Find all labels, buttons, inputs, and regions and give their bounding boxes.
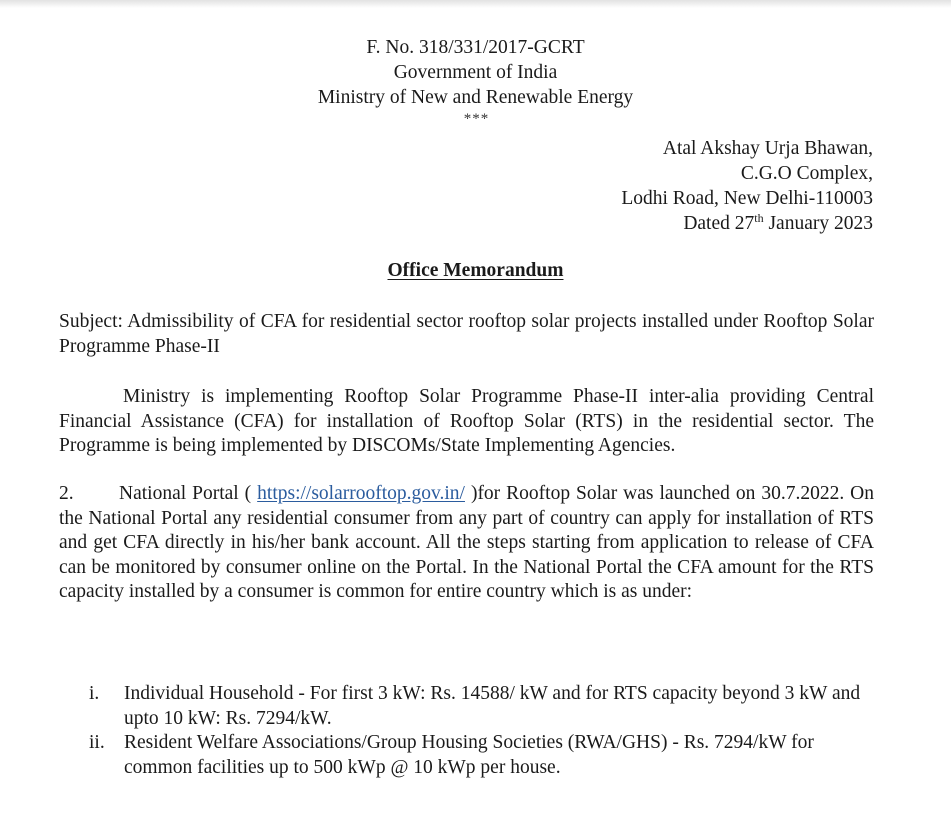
cfa-rates-list	[59, 682, 874, 780]
document-header	[0, 35, 951, 128]
date-ordinal-suffix: th	[754, 211, 764, 225]
paragraph-number: 2.	[59, 483, 74, 504]
national-portal-link[interactable]: https://solarrooftop.gov.in/	[257, 483, 465, 504]
date-suffix: January 2023	[763, 213, 873, 234]
paragraph-2	[59, 482, 874, 605]
page-top-shadow	[0, 0, 951, 8]
file-number: F. No. 318/331/2017-GCRT	[366, 37, 585, 58]
list-marker: i.	[89, 683, 100, 704]
paragraph-2-text-before-link: National Portal (	[119, 483, 258, 504]
memo-title: Office Memorandum	[387, 260, 564, 281]
document-date	[621, 211, 873, 236]
list-item	[59, 682, 874, 731]
address-line-1: Atal Akshay Urja Bhawan,	[662, 138, 873, 159]
list-item	[59, 731, 874, 780]
subject-line: Subject: Admissibility of CFA for residential sector rooftop solar projects installed under Rooftop Solar Programme Phase-II	[59, 311, 874, 357]
address-line-2: C.G.O Complex,	[740, 163, 873, 184]
list-item-text: Resident Welfare Associations/Group Housing Societies (RWA/GHS) - Rs. 7294/kW for common facilities up to 500 kWp @ 10 kWp per house.	[124, 732, 814, 778]
government-name: Government of India	[393, 62, 558, 83]
header-separator: ***	[463, 111, 490, 127]
ministry-name: Ministry of New and Renewable Energy	[317, 87, 634, 108]
list-marker: ii.	[89, 732, 105, 753]
date-prefix: Dated 27	[683, 213, 755, 234]
list-item-text: Individual Household - For first 3 kW: Rs. 14588/ kW and for RTS capacity beyond 3 kW and upto 10 kW: Rs. 7294/kW.	[124, 683, 861, 729]
paragraph-1: Ministry is implementing Rooftop Solar Programme Phase-II inter-alia providing Central Financial Assistance (CFA) for installation of Rooftop Solar (RTS) in the residential sector. The Programme is being implemented by DISCOMs/State Implementing Agencies.	[59, 386, 874, 456]
paragraph-2-text-after-link: )for Rooftop Solar was launched on 30.7.2022. On the National Portal any residential consumer from any part of country can apply for installation of RTS and get CFA directly in his/her bank account. All the steps starting from application to release of CFA can be monitored by consumer online on the Portal. In the National Portal the CFA amount for the RTS capacity installed by a consumer is common for entire country which is as under:	[59, 483, 875, 602]
address-block	[621, 136, 873, 236]
address-line-3: Lodhi Road, New Delhi-110003	[621, 188, 873, 209]
